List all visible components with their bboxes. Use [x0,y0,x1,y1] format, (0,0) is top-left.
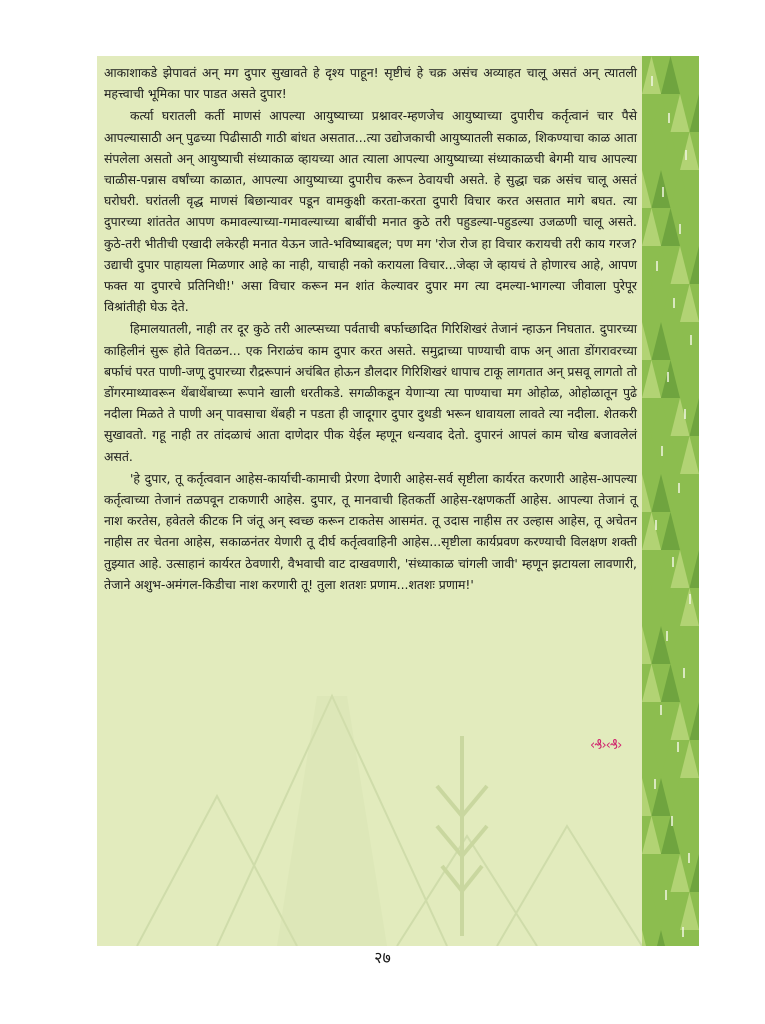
paragraph-4: 'हे दुपार, तू कर्तृत्ववान आहेस-कार्याची-कामाची प्रेरणा देणारी आहेस-सर्व सृष्टीला कार्यरत करणारी आहेस-आपल्या कर्तृत्वाच्या तेजानं तळपवून टाकणारी आहेस. दुपार, तू मानवाची हितकर्ती आहेस-रक्षणकर्ती आहेस. आपल्या तेजानं तू नाश करतेस, हवेतले कीटक नि जंतू अन् स्वच्छ करून टाकतेस आसमंत. तू उदास नाहीस तर उल्हास आहेस, तू अचेतन नाहीस तर चेतना आहेस, सकाळनंतर येणारी तू दीर्घ कर्तृत्ववाहिनी आहेस...सृष्टीला कार्यप्रवण करण्याची विलक्षण शक्ती तुझ्यात आहे. उत्साहानं कार्यरत ठेवणारी, वैभवाची वाट दाखवणारी, 'संध्याकाळ चांगली जावी' म्हणून झटायला लावणारी, तेजाने अशुभ-अमंगल-किडीचा नाश करणारी तू! तुला शतशः प्रणाम...शतशः प्रणाम!' [104,470,637,592]
paragraph-2: कर्त्या घरातली कर्ती माणसं आपल्या आयुष्याच्या प्रश्नावर-म्हणजेच आयुष्याच्या दुपारीच कर्तृत्वानं चार पैसे आपल्यासाठी अन् पुढच्या पिढीसाठी गाठी बांधत असतात...त्या उद्योजकाची आयुष्यातली सकाळ, शिकण्याचा काळ आता संपलेला असतो अन् आयुष्याची संध्याकाळ व्हायच्या आत त्याला आपल्या आयुष्याच्या संध्याकाळची बेगमी याच आपल्या चाळीस-पन्नास वर्षांच्या काळात, आपल्या आयुष्याच्या दुपारीच करून ठेवायची असते. हे सुद्धा चक्र असंच चालू असतं घरोघरी. घरांतली वृद्ध माणसं बिछान्यावर पडून वामकुक्षी करता-करता दुपारी विचार करत असतात मागे बघत. त्या दुपारच्या शांततेत आपण कमावल्याच्या-गमावल्याच्या बाबींची मनात कुठे तरी पहुडल्या-पहुडल्या उजळणी चालू असते. कुठे-तरी भीतीची एखादी लकेरही मनात येऊन जाते-भविष्याबद्दल; पण मग 'रोज रोज हा विचार करायची तरी काय गरज? उद्याची दुपार पाहायला मिळणार आहे का नाही, याचाही नको करायला विचार...जेव्हा जे व्हायचं ते होणारच आहे, आपण फक्त या दुपारचे प्रतिनिधी!' असा विचार करून मन शांत केल्यावर दुपार मग त्या दमल्या-भागल्या जीवाला पुरेपूर विश्रांतीही घेऊ देते. [104,108,637,315]
decorative-side-strip [642,56,699,946]
paragraph-3: हिमालयातली, नाही तर दूर कुठे तरी आल्प्सच्या पर्वताची बर्फाच्छादित गिरिशिखरं तेजानं न्हाऊन निघतात. दुपारच्या काहिलीनं सुरू होते वितळन... एक निराळंच काम दुपार करत असते. समुद्राच्या पाण्याची वाफ अन् आता डोंगरावरच्या बर्फाचं परत पाणी-जणू दुपारच्या रौद्ररूपानं अचंबित होऊन डौलदार गिरिशिखरं धापाच टाकू लागतात अन् प्रसवू लागतो तो डोंगरमाथ्यावरून थेंबाथेंबाच्या रूपाने खाली धरतीकडे. सगळीकडून येणाऱ्या त्या पाण्याचा मग ओहोळ, ओहोळातून पुढे नदीला मिळते ते पाणी अन् पावसाचा थेंबही न पडता ही जादूगार दुपार दुथडी भरून धावायला लावते त्या नदीला. शेतकरी सुखावतो. गहू नाही तर तांदळाचं आता दाणेदार पीक येईल म्हणून धन्यवाद देतो. दुपारनं आपलं काम चोख बजावलेलं असतं. [104,321,637,464]
paragraph-1: आकाशाकडे झेपावतं अन् मग दुपार सुखावते हे दृश्य पाहून! सृष्टीचं हे चक्र असंच अव्याहत चालू असतं अन् त्यातली महत्त्वाची भूमिका पार पाडत असते दुपार! [104,65,637,102]
triangle-pattern [642,56,699,946]
article-body [104,62,637,596]
page-number: २७ [374,948,391,967]
end-ornament: ‹₰›‹₰› [590,738,622,753]
